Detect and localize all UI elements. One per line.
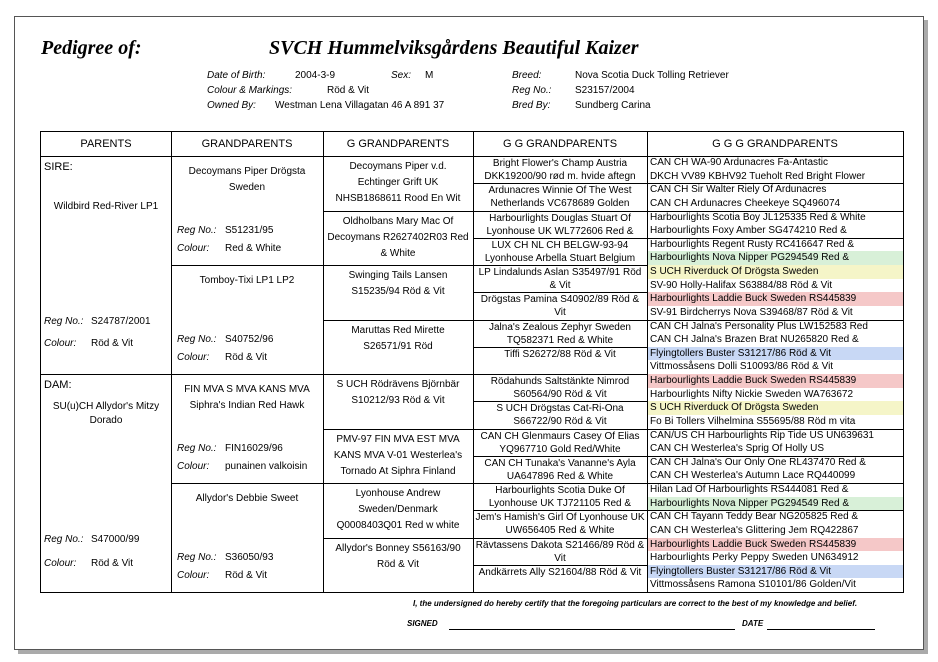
sire-reg-label: Reg No.: (44, 316, 84, 327)
ggg-grandparent-name: CAN CH Jalna's Our Only One RL437470 Red & (650, 456, 866, 468)
row-divider (323, 211, 473, 212)
date-line[interactable] (767, 629, 875, 630)
ggg-grandparent-name: Vittmossåsens Dolli S10093/86 Röd & Vit (650, 361, 834, 373)
regno-value: S23157/2004 (575, 85, 635, 96)
grandparent-name: FIN MVA S MVA KANS MVA Siphra's Indian Red Hawk (184, 384, 310, 411)
ggg-grandparent-name: Harbourlights Nifty Nickie Sweden WA763672 (650, 388, 854, 400)
sire-reg: S24787/2001 (91, 316, 151, 327)
sire-heading: SIRE: (44, 161, 73, 173)
ggg-grandparent-name: Harbourlights Laddie Buck Sweden RS445839 (648, 538, 903, 552)
dam-reg-label: Reg No.: (44, 534, 84, 545)
ggg-grandparent-name: CAN CH Westerlea's Sprig Of Holly US (650, 443, 824, 455)
ggg-grandparent-name: SV-91 Birdcherrys Nova S39468/87 Röd & Vit (650, 306, 853, 318)
owned-label: Owned By: (207, 100, 256, 111)
ggg-grandparent-name: Harbourlights Perky Peppy Sweden UN634912 (650, 552, 859, 564)
g-grandparent-name: Allydor's Bonney S56163/90 Röd & Vit (335, 542, 461, 570)
row-divider (323, 483, 473, 484)
gg-grandparent-name: Ardunacres Winnie Of The West Netherlands VC678689 Golden (488, 185, 632, 210)
dob-label: Date of Birth: (207, 70, 266, 81)
col-header-g-grandparents: G GRANDPARENTS (323, 132, 473, 157)
colour-markings-label: Colour & Markings: (207, 85, 293, 96)
gg-grandparent-name: CAN CH Glenmaurs Casey Of Elias YQ967710 Gold Red/White (480, 430, 640, 455)
grandparent-reg: S40752/96 (225, 334, 274, 345)
row-divider (323, 429, 473, 430)
sire-name: Wildbird Red-River LP1 (53, 201, 159, 212)
grandparent-colour: Röd & Vit (225, 352, 268, 363)
grandparent-colour-label: Colour: (177, 461, 210, 472)
certification-text: I, the undersigned do hereby certify that the foregoing particulars are correct to the best of my knowledge and belief. (413, 599, 858, 608)
col-header-parents: PARENTS (41, 132, 171, 157)
breed-label: Breed: (512, 70, 542, 81)
g-grandparent-name: S UCH Rödrävens Björnbär S10212/93 Röd & Vit (336, 379, 460, 406)
grandparent-reg: S51231/95 (225, 225, 274, 236)
row-divider (323, 265, 473, 266)
grandparent-reg-label: Reg No.: (177, 443, 217, 454)
ggg-grandparent-name: CAN CH Westerlea's Glittering Jem RQ422867 (650, 524, 859, 536)
ggg-grandparent-name: S UCH Riverduck Of Drögsta Sweden (648, 265, 903, 279)
signed-label: SIGNED (407, 619, 438, 628)
dam-name: SU(u)CH Allydor's Mitzy Dorado (52, 401, 160, 426)
dob-value: 2004-3-9 (295, 70, 336, 81)
grandparent-colour: punainen valkoisin (225, 461, 308, 472)
ggg-grandparent-name: CAN CH Jalna's Brazen Brat NU265820 Red & (650, 334, 859, 346)
ggg-grandparent-name: Harbourlights Laddie Buck Sweden RS445839 (648, 374, 903, 388)
dam-heading: DAM: (44, 379, 72, 391)
dam-colour-label: Colour: (44, 558, 77, 569)
column-divider (323, 132, 324, 592)
gg-grandparent-name: Jem's Hamish's Girl Of Lyonhouse UK UW656405 Red & White (475, 512, 645, 537)
sire-colour-label: Colour: (44, 338, 77, 349)
ggg-grandparent-name: Harbourlights Regent Rusty RC416647 Red & (650, 238, 854, 250)
col-header-gg-grandparents: G G GRANDPARENTS (473, 132, 647, 157)
g-grandparent-name: Swinging Tails Lansen S15235/94 Röd & Vit (348, 270, 448, 297)
gg-grandparent-name: Andkärrets Ally S21604/88 Röd & Vit (478, 566, 642, 578)
gg-grandparent-name: CAN CH Tunaka's Vananne's Ayla UA647896 Red & White (484, 457, 636, 482)
owned-value: Westman Lena Villagatan 46 A 891 37 (275, 100, 445, 111)
sex-label: Sex: (391, 70, 412, 81)
bred-label: Bred By: (512, 100, 551, 111)
bred-value: Sundberg Carina (575, 100, 651, 111)
col-header-grandparents: GRANDPARENTS (171, 132, 323, 157)
g-grandparent-name: Maruttas Red Mirette S26571/91 Röd (351, 324, 445, 352)
gg-grandparent-name: Jalna's Zealous Zephyr Sweden TQ582371 Red & White (489, 321, 631, 346)
column-divider (473, 132, 474, 592)
gg-grandparent-name: LP Lindalunds Aslan S35497/91 Röd & Vit (478, 267, 642, 291)
grandparent-reg-label: Reg No.: (177, 334, 217, 345)
grandparent-name: Allydor's Debbie Sweet (195, 493, 299, 504)
grandparent-colour-label: Colour: (177, 243, 210, 254)
breed-value: Nova Scotia Duck Tolling Retriever (575, 70, 729, 81)
grandparent-name: Decoymans Piper Drögsta Sweden (188, 166, 306, 193)
grandparent-name: Tomboy-Tixi LP1 LP2 (199, 275, 295, 286)
pedigree-sheet (14, 16, 924, 650)
ggg-grandparent-name: Flyingtollers Buster S31217/86 Röd & Vit (648, 565, 903, 579)
pedigree-table (40, 131, 904, 593)
grandparent-colour-label: Colour: (177, 570, 210, 581)
dam-reg: S47000/99 (91, 534, 140, 545)
signature-line[interactable] (449, 629, 735, 630)
grandparent-colour: Red & White (225, 243, 282, 254)
gg-grandparent-name: Rödahunds Saltstänkte Nimrod S60564/90 Röd & Vit (490, 376, 630, 400)
ggg-grandparent-name: CAN CH Ardunacres Cheekeye SQ496074 (650, 197, 841, 209)
grandparent-reg: FIN16029/96 (225, 443, 283, 454)
sex-value: M (425, 70, 434, 81)
gg-grandparent-name: Bright Flower's Champ Austria DKK19200/90 rød m. hvide aftegn (484, 158, 636, 182)
colour-markings-value: Röd & Vit (327, 85, 370, 96)
grandparent-colour-label: Colour: (177, 352, 210, 363)
ggg-grandparent-name: SV-90 Holly-Halifax S63884/88 Röd & Vit (650, 279, 833, 291)
ggg-grandparent-name: DKCH VV89 KBHV92 Tueholt Red Bright Flower (650, 170, 866, 182)
gg-grandparent-name: Tiffi S26272/88 Röd & Vit (504, 348, 616, 360)
ggg-grandparent-name: CAN CH Sir Walter Riely Of Ardunacres (650, 184, 827, 196)
ggg-grandparent-name: Harbourlights Laddie Buck Sweden RS445839 (648, 292, 903, 306)
ggg-grandparent-name: Fo Bi Tollers Vilhelmina S55695/88 Röd m vita (650, 415, 856, 427)
grandparent-reg-label: Reg No.: (177, 552, 217, 563)
row-divider (323, 538, 473, 539)
gg-grandparent-name: Harbourlights Douglas Stuart Of Lyonhouse UK WL772606 Red & (486, 212, 634, 237)
ggg-grandparent-name: Harbourlights Nova Nipper PG294549 Red & (648, 497, 903, 511)
ggg-grandparent-name: CAN CH WA-90 Ardunacres Fa-Antastic (650, 157, 829, 168)
g-grandparent-name: Decoymans Piper v.d. Echtinger Grift UK NHSB1868611 Rood En Wit (335, 161, 461, 204)
grandparent-reg-label: Reg No.: (177, 225, 217, 236)
pedigree-label: Pedigree of: (41, 37, 142, 59)
dam-colour: Röd & Vit (91, 558, 134, 569)
g-grandparent-name: PMV-97 FIN MVA EST MVA KANS MVA V-01 Westerlea's Tornado At Siphra Finland (333, 433, 463, 477)
col-header-ggg-grandparents: G G G GRANDPARENTS (647, 132, 903, 157)
gg-grandparent-name: S UCH Drögstas Cat-Ri-Ona S66722/90 Röd & Vit (496, 403, 624, 428)
g-grandparent-name: Lyonhouse Andrew Sweden/Denmark Q0008403Q01 Red w white (336, 488, 460, 531)
ggg-grandparent-name: CAN CH Tayann Teddy Bear NG205825 Red & (650, 511, 859, 523)
ggg-grandparent-name: Vittmossåsens Ramona S10101/86 Golden/Vit (650, 579, 856, 591)
ggg-grandparent-name: Hilan Lad Of Harbourlights RS444081 Red & (650, 484, 849, 495)
date-label: DATE (742, 619, 764, 628)
ggg-grandparent-name: S UCH Riverduck Of Drögsta Sweden (648, 401, 903, 415)
ggg-grandparent-name: Harbourlights Nova Nipper PG294549 Red & (648, 251, 903, 265)
ggg-grandparent-name: CAN CH Jalna's Personality Plus LW152583 Red (650, 320, 868, 332)
grandparent-reg: S36050/93 (225, 552, 274, 563)
regno-label: Reg No.: (512, 85, 552, 96)
row-divider (323, 320, 473, 321)
ggg-grandparent-name: Harbourlights Scotia Boy JL125335 Red & White (650, 211, 866, 223)
gg-grandparent-name: Drögstas Pamina S40902/89 Röd & Vit (480, 294, 640, 319)
ggg-grandparent-name: Harbourlights Foxy Amber SG474210 Red & (650, 225, 847, 237)
column-divider (171, 132, 172, 592)
ggg-grandparent-name: CAN/US CH Harbourlights Rip Tide US UN639631 (650, 429, 874, 441)
ggg-grandparent-name: Flyingtollers Buster S31217/86 Röd & Vit (648, 347, 903, 361)
gg-grandparent-name: LUX CH NL CH BELGW-93-94 Lyonhouse Arbella Stuart Belgium (484, 239, 636, 264)
row-divider (323, 374, 473, 375)
dog-name: SVCH Hummelviksgårdens Beautiful Kaizer (269, 37, 639, 59)
g-grandparent-name: Oldholbans Mary Mac Of Decoymans R2627402R03 Red & White (327, 215, 469, 259)
grandparent-colour: Röd & Vit (225, 570, 268, 581)
ggg-grandparent-name: CAN CH Westerlea's Autumn Lace RQ440099 (650, 470, 856, 482)
gg-grandparent-name: Rävtassens Dakota S21466/89 Röd & Vit (475, 539, 645, 564)
gg-grandparent-name: Harbourlights Scotia Duke Of Lyonhouse UK TJ721105 Red & (488, 485, 632, 509)
sire-colour: Röd & Vit (91, 338, 134, 349)
